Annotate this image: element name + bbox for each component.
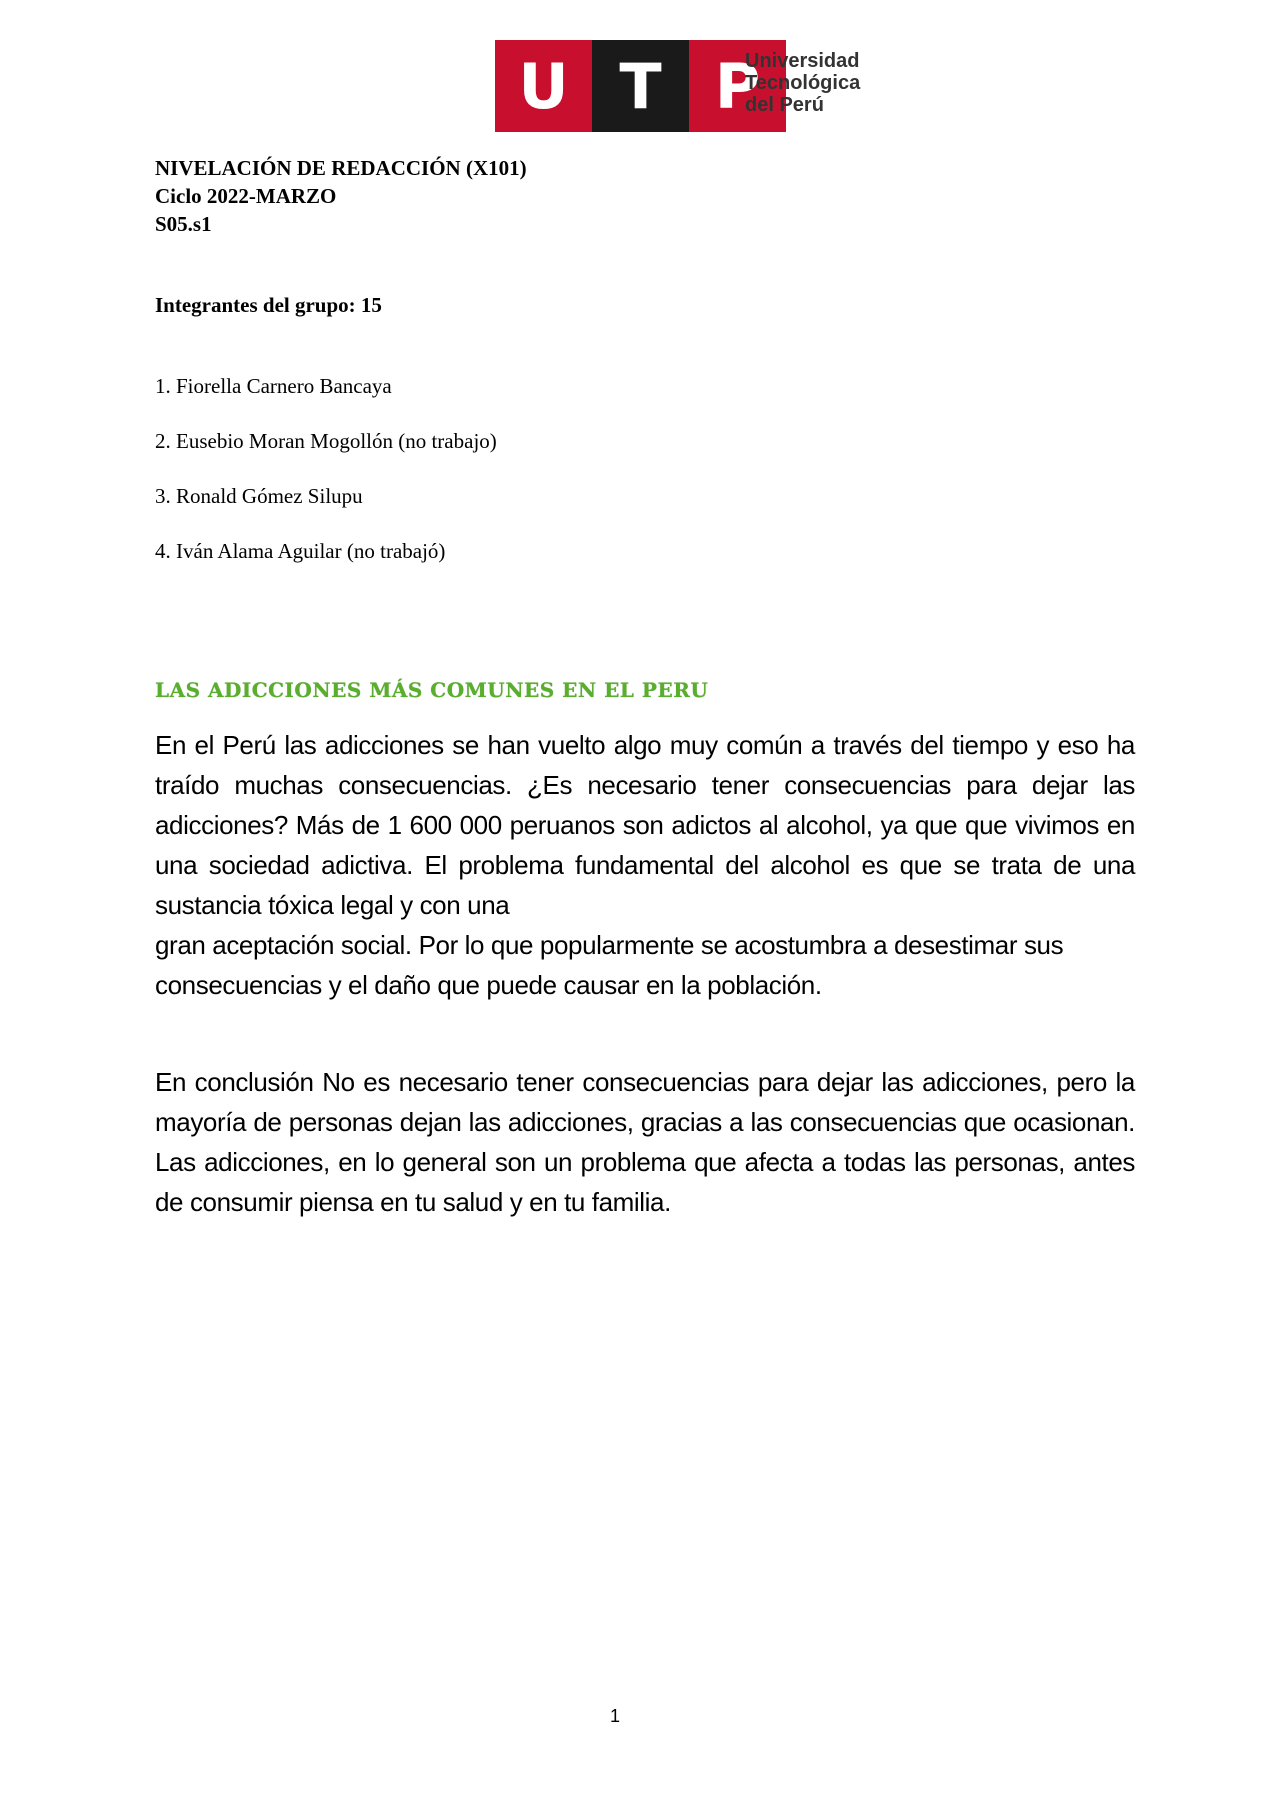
list-item: 4. Iván Alama Aguilar (no trabajó) bbox=[155, 539, 446, 563]
paragraph-1 bbox=[155, 725, 1135, 1005]
utp-logo bbox=[495, 40, 861, 132]
page-number: 1 bbox=[609, 1706, 620, 1726]
paragraph-2: En conclusión No es necesario tener consecuencias para dejar las adicciones, pero la mayoría de personas dejan las adicciones, gracias a las consecuencias que ocasionan. Las adicciones, en lo general son un problema que afecta a todas las personas, antes de consumir piensa en tu salud y en tu familia. bbox=[155, 1067, 1135, 1217]
paragraph-1-part: consecuencias y el daño que puede causar en la población. bbox=[155, 970, 822, 1000]
list-item: 1. Fiorella Carnero Bancaya bbox=[155, 374, 392, 398]
paragraph-1-part: gran aceptación social. Por lo que popularmente se acostumbra a desestimar sus bbox=[155, 930, 1064, 960]
logo-name-line: del Perú bbox=[745, 94, 824, 116]
section-title: LAS ADICCIONES MÁS COMUNES EN EL PERU bbox=[155, 678, 709, 702]
list-item: 2. Eusebio Moran Mogollón (no trabajo) bbox=[155, 429, 497, 453]
logo-letter-p: P bbox=[689, 40, 786, 132]
group-label: Integrantes del grupo: 15 bbox=[155, 293, 382, 317]
course-title: NIVELACIÓN DE REDACCIÓN (X101) bbox=[155, 156, 527, 180]
logo-university-name bbox=[745, 50, 860, 116]
members-list bbox=[155, 372, 497, 592]
logo-letter-t: T bbox=[592, 40, 689, 132]
course-header bbox=[155, 154, 527, 238]
paragraph-1-part: En el Perú las adicciones se han vuelto algo muy común a través del tiempo y eso ha traído muchas consecuencias. ¿Es necesario tener consecuencias para dejar las adicciones? Más de 1 600 000 peruanos son adictos al alcohol, ya que que vivimos en una sociedad adictiva. El problema fundamental del alcohol es que se trata de una sustancia tóxica legal y con una bbox=[155, 730, 1135, 920]
logo-letter-u: U bbox=[495, 40, 592, 132]
list-item: 3. Ronald Gómez Silupu bbox=[155, 484, 363, 508]
course-cycle: Ciclo 2022-MARZO bbox=[155, 184, 337, 208]
logo-name-line: Tecnológica bbox=[745, 72, 861, 94]
course-session: S05.s1 bbox=[155, 212, 212, 236]
logo-name-line: Universidad bbox=[745, 50, 860, 72]
